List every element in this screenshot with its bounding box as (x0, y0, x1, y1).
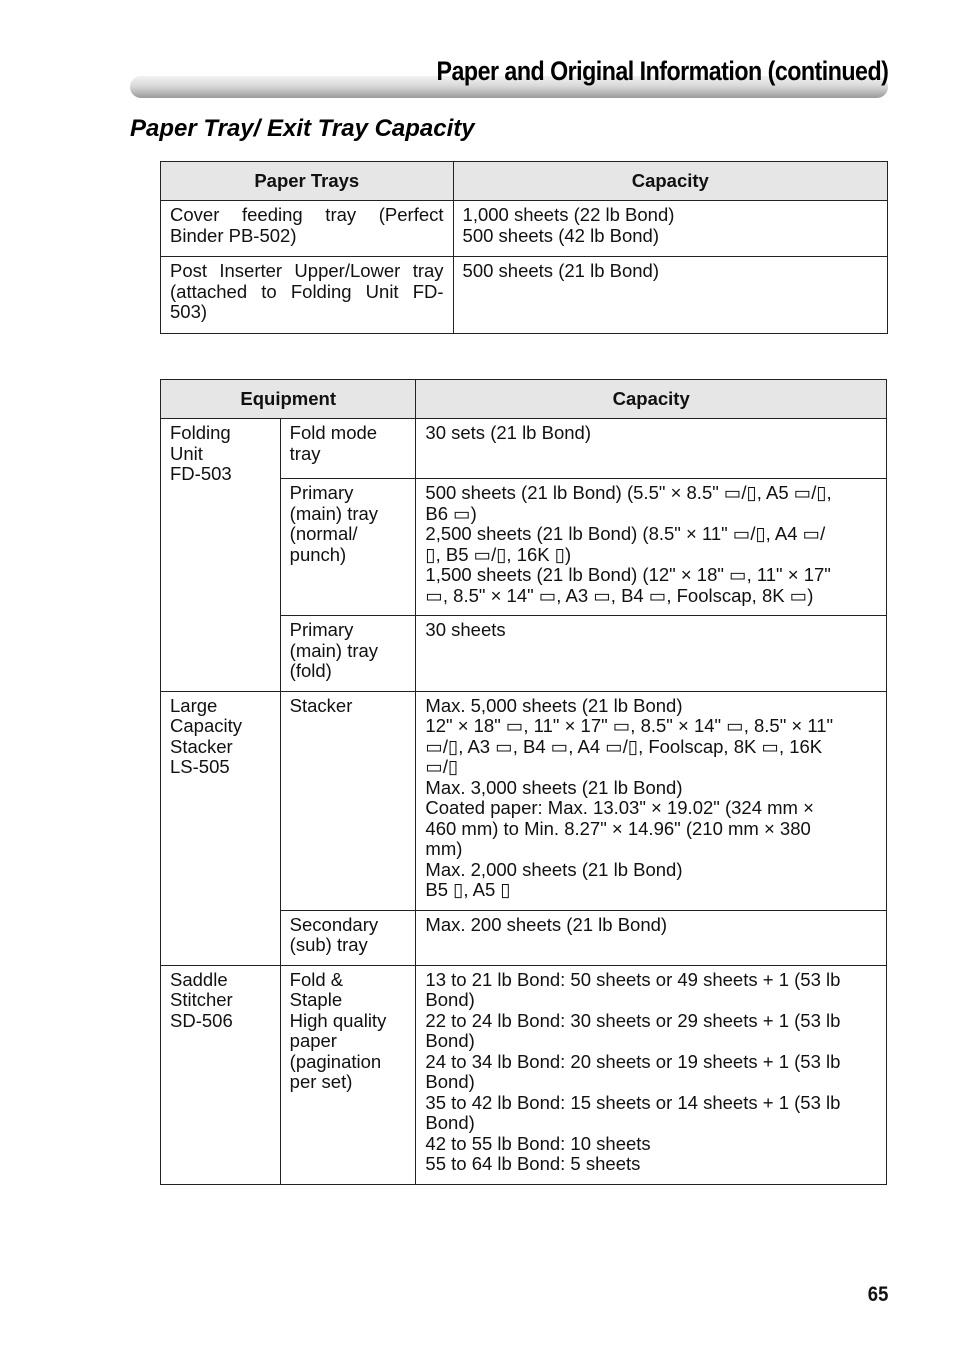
capacity-line: B6 ▭) (425, 502, 477, 524)
capacity-line: Bond) (425, 1030, 475, 1051)
tray-name-cell: Post Inserter Upper/Lower tray (attached to Folding Unit FD-503) (161, 257, 454, 334)
table-row (161, 257, 888, 334)
tray-cell (280, 965, 416, 1184)
capacity-line: 42 to 55 lb Bond: 10 sheets (425, 1132, 651, 1154)
tray-line: (fold) (289, 660, 332, 681)
capacity-line: 500 sheets (42 lb Bond) (462, 224, 659, 246)
column-header-capacity: Capacity (453, 162, 887, 201)
capacity-line: ▯, B5 ▭/▯, 16K ▯) (425, 543, 572, 565)
tray-line: per set) (289, 1071, 353, 1092)
equipment-line: LS-505 (170, 756, 230, 777)
capacity-cell (453, 201, 887, 257)
equipment-cell-folding-unit (161, 419, 281, 692)
capacity-line: ▭/▯, A3 ▭, B4 ▭, A4 ▭/▯, Foolscap, 8K ▭, 16K (425, 735, 823, 757)
equipment-table (160, 379, 887, 1185)
capacity-line: Coated paper: Max. 13.03" × 19.02" (324 mm × (425, 797, 814, 818)
tray-cell (280, 616, 416, 692)
table-row (161, 691, 887, 910)
capacity-line: 13 to 21 lb Bond: 50 sheets or 49 sheets + 1 (53 lb (425, 968, 841, 990)
equipment-cell-saddle-stitcher (161, 965, 281, 1184)
table-header-row (161, 380, 887, 419)
capacity-line: 30 sheets (425, 619, 506, 640)
page-header-title: Paper and Original Information (continued) (436, 56, 888, 86)
tray-line: (main) tray (289, 639, 379, 661)
tray-line: (normal/ (289, 523, 358, 544)
column-header-paper-trays: Paper Trays (161, 162, 454, 201)
tray-line: Primary (289, 619, 354, 640)
page-number: 65 (867, 1283, 888, 1306)
capacity-line: 460 mm) to Min. 8.27" × 14.96" (210 mm × 380 (425, 817, 811, 839)
equipment-line: Capacity (170, 715, 242, 736)
tray-line: punch) (289, 543, 347, 565)
tray-cell (280, 479, 416, 616)
table-row (161, 419, 887, 479)
capacity-line: 22 to 24 lb Bond: 30 sheets or 29 sheets + 1 (53 lb (425, 1009, 841, 1031)
capacity-line: ▭/▯ (425, 756, 459, 777)
capacity-cell (416, 910, 887, 965)
capacity-line: 35 to 42 lb Bond: 15 sheets or 14 sheets + 1 (53 lb (425, 1091, 841, 1113)
capacity-line: 500 sheets (21 lb Bond) (5.5" × 8.5" ▭/▯, A5 ▭/▯, (425, 482, 832, 503)
capacity-line: Max. 200 sheets (21 lb Bond) (425, 913, 668, 935)
capacity-line: 24 to 34 lb Bond: 20 sheets or 19 sheets + 1 (53 lb (425, 1050, 841, 1072)
capacity-line: 500 sheets (21 lb Bond) (462, 260, 659, 281)
capacity-line: 2,500 sheets (21 lb Bond) (8.5" × 11" ▭/▯, A4 ▭/ (425, 523, 826, 544)
tray-line: (pagination (289, 1050, 382, 1072)
equipment-line: FD-503 (170, 463, 232, 484)
equipment-line: Saddle (170, 968, 228, 990)
capacity-line: 30 sets (21 lb Bond) (425, 422, 591, 443)
capacity-cell (416, 419, 887, 479)
capacity-line: 55 to 64 lb Bond: 5 sheets (425, 1153, 641, 1174)
capacity-line: Bond) (425, 989, 475, 1010)
capacity-line: Max. 3,000 sheets (21 lb Bond) (425, 776, 683, 798)
tray-line: Primary (289, 482, 354, 503)
tray-line: Stacker (289, 694, 353, 716)
capacity-line: Max. 2,000 sheets (21 lb Bond) (425, 858, 683, 880)
capacity-line: mm) (425, 838, 463, 859)
equipment-line: Stacker (170, 735, 233, 757)
capacity-cell (453, 257, 887, 334)
equipment-line: Large (170, 694, 218, 716)
equipment-cell-large-capacity-stacker (161, 691, 281, 965)
tray-line: Fold mode (289, 422, 378, 443)
column-header-equipment: Equipment (161, 380, 416, 419)
tray-line: (main) tray (289, 502, 379, 524)
equipment-line: Stitcher (170, 989, 233, 1010)
capacity-line: 1,500 sheets (21 lb Bond) (12" × 18" ▭, 11" × 17" (425, 564, 831, 585)
tray-line: Secondary (289, 913, 379, 935)
tray-line: High quality (289, 1009, 387, 1031)
capacity-line: Bond) (425, 1112, 475, 1133)
table-row (161, 965, 887, 1184)
tray-cell (280, 419, 416, 479)
equipment-line: SD-506 (170, 1009, 233, 1031)
column-header-capacity: Capacity (416, 380, 887, 419)
paper-trays-table (160, 161, 888, 334)
capacity-line: ▭, 8.5" × 14" ▭, A3 ▭, B4 ▭, Foolscap, 8K ▭) (425, 584, 814, 606)
capacity-line: Max. 5,000 sheets (21 lb Bond) (425, 694, 683, 716)
tray-line: (sub) tray (289, 934, 368, 955)
tray-line: paper (289, 1030, 337, 1051)
equipment-line: Folding (170, 422, 231, 443)
capacity-cell (416, 691, 887, 910)
capacity-cell (416, 479, 887, 616)
tray-line: Fold & (289, 968, 344, 990)
capacity-line: 12" × 18" ▭, 11" × 17" ▭, 8.5" × 14" ▭, 8.5" × 11" (425, 715, 834, 736)
tray-cell (280, 691, 416, 910)
section-heading: Paper Tray/ Exit Tray Capacity (130, 115, 475, 142)
capacity-line: 1,000 sheets (22 lb Bond) (462, 204, 675, 225)
capacity-cell (416, 616, 887, 692)
tray-line: Staple (289, 989, 343, 1010)
tray-name-cell: Cover feeding tray (Perfect Binder PB-502) (161, 201, 454, 257)
tray-line: tray (289, 442, 321, 464)
capacity-cell (416, 965, 887, 1184)
tray-cell (280, 910, 416, 965)
table-header-row (161, 162, 888, 201)
equipment-line: Unit (170, 442, 203, 464)
capacity-line: B5 ▯, A5 ▯ (425, 879, 511, 900)
capacity-line: Bond) (425, 1071, 475, 1092)
table-row (161, 201, 888, 257)
